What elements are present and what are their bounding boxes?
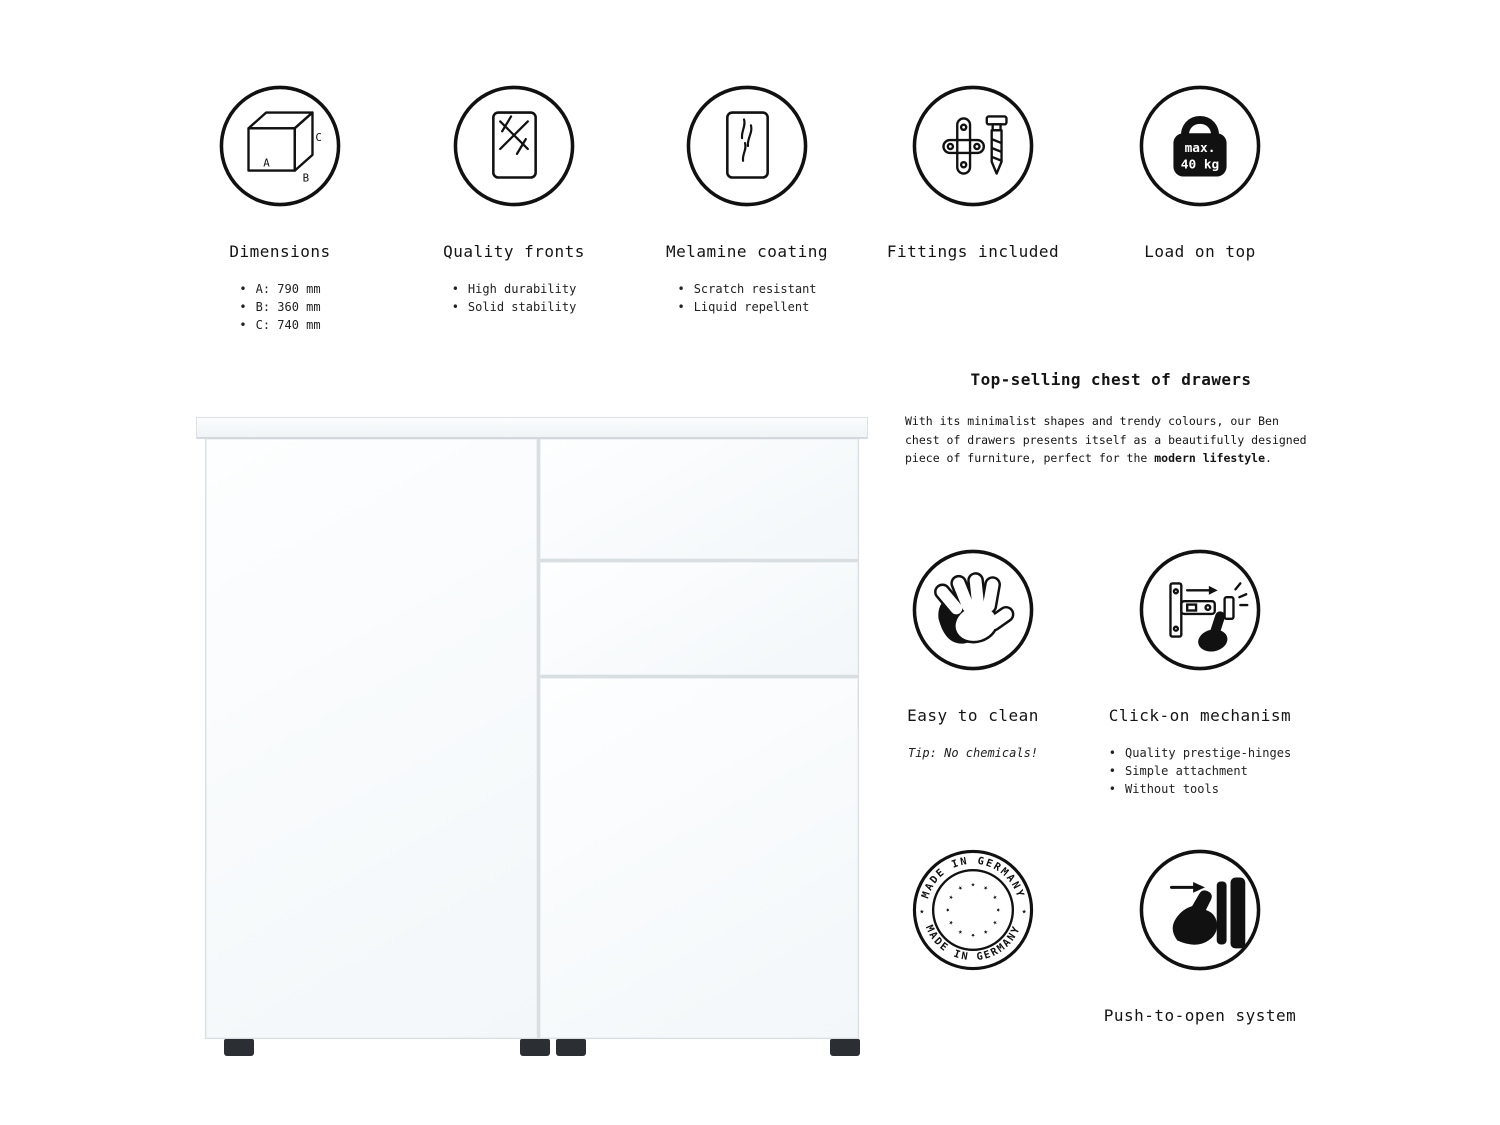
svg-text:★: ★	[990, 892, 1001, 902]
svg-text:★: ★	[981, 882, 991, 893]
stamp-text-top: MADE IN GERMANY	[919, 854, 1027, 900]
feature-melamine-coating	[627, 84, 867, 316]
feature-bullet: • B: 360 mm	[239, 298, 320, 316]
chest-foot	[520, 1039, 550, 1056]
dimensions-cube-icon	[218, 84, 342, 208]
feature-title: Load on top	[1144, 242, 1256, 261]
description-title: Top-selling chest of drawers	[970, 370, 1252, 389]
feature-bullet: • Simple attachment	[1109, 762, 1291, 780]
svg-text:★: ★	[945, 918, 956, 928]
feature-title: Push-to-open system	[1103, 1006, 1297, 1025]
feature-bullet: • Without tools	[1109, 780, 1291, 798]
svg-text:★: ★	[942, 907, 952, 913]
feature-title: Click-on mechanism	[1108, 706, 1292, 725]
svg-text:★: ★	[945, 892, 956, 902]
svg-text:★: ★	[955, 882, 965, 893]
chest-right-section	[540, 439, 858, 1038]
description-body	[905, 412, 1317, 468]
feature-made-in-germany	[853, 848, 1093, 972]
chest-foot	[556, 1039, 586, 1056]
cube-label-b: B	[302, 171, 310, 185]
chest-drawer-middle	[540, 562, 858, 675]
load-badge-line1: max.	[1184, 140, 1216, 156]
load-on-top-icon	[1138, 84, 1262, 208]
feature-bullet: • Quality prestige-hinges	[1109, 744, 1291, 762]
push-to-open-icon	[1138, 848, 1262, 972]
feature-bullet-list	[677, 280, 816, 316]
chest-right-door	[540, 678, 858, 1038]
feature-bullet: • Scratch resistant	[677, 280, 816, 298]
feature-bullet-list	[1109, 744, 1291, 798]
product-description	[905, 370, 1317, 468]
feature-load-on-top	[1080, 84, 1320, 261]
svg-text:★: ★	[981, 927, 991, 938]
feature-bullet: • A: 790 mm	[239, 280, 320, 298]
feature-bullet: • Liquid repellent	[677, 298, 816, 316]
cube-label-a: A	[263, 156, 270, 170]
cube-label-c: C	[315, 131, 322, 145]
feature-bullet-list	[239, 280, 320, 334]
description-highlight: modern lifestyle	[1154, 451, 1266, 465]
svg-text:★: ★	[990, 918, 1001, 928]
feature-easy-to-clean	[853, 548, 1093, 760]
load-badge-line2: 40 kg	[1180, 157, 1220, 173]
chest-left-door	[206, 439, 537, 1038]
feature-bullet-list	[452, 280, 577, 316]
click-on-mechanism-icon	[1138, 548, 1262, 672]
feature-title: Quality fronts	[443, 242, 585, 261]
made-in-germany-stamp-icon	[911, 848, 1035, 972]
feature-title: Melamine coating	[665, 242, 829, 261]
feature-bullet: • High durability	[452, 280, 577, 298]
feature-title: Fittings included	[886, 242, 1060, 261]
stamp-star: ★	[1021, 906, 1027, 916]
chest-foot	[830, 1039, 860, 1056]
feature-note: Tip: No chemicals!	[907, 746, 1039, 760]
quality-fronts-icon	[452, 84, 576, 208]
feature-fittings-included	[853, 84, 1093, 261]
feature-click-on-mechanism	[1080, 548, 1320, 798]
feature-quality-fronts	[394, 84, 634, 316]
svg-text:★: ★	[970, 931, 976, 941]
svg-text:★: ★	[994, 907, 1004, 913]
chest-top-panel	[196, 417, 868, 439]
feature-title: Dimensions	[229, 242, 331, 261]
feature-dimensions	[160, 84, 400, 334]
svg-text:★: ★	[970, 879, 976, 889]
chest-body	[205, 439, 859, 1039]
fittings-included-icon	[911, 84, 1035, 208]
description-text: With its minimalist shapes and trendy colours, our Ben chest of drawers presents itself as a beautifully designed piece of furniture, perfect for the	[905, 414, 1307, 465]
stamp-star: ★	[919, 906, 925, 916]
feature-push-to-open	[1080, 848, 1320, 1025]
svg-text:★: ★	[955, 927, 965, 938]
feature-bullet: • C: 740 mm	[239, 316, 320, 334]
melamine-coating-icon	[685, 84, 809, 208]
easy-to-clean-icon	[911, 548, 1035, 672]
chest-foot	[224, 1039, 254, 1056]
stamp-text-bottom: MADE IN GERMANY	[922, 923, 1024, 964]
chest-drawer-top	[540, 439, 858, 559]
description-text-end: .	[1265, 451, 1272, 465]
feature-bullet: • Solid stability	[452, 298, 577, 316]
chest-of-drawers-illustration	[196, 417, 868, 1059]
feature-title: Easy to clean	[907, 706, 1039, 725]
